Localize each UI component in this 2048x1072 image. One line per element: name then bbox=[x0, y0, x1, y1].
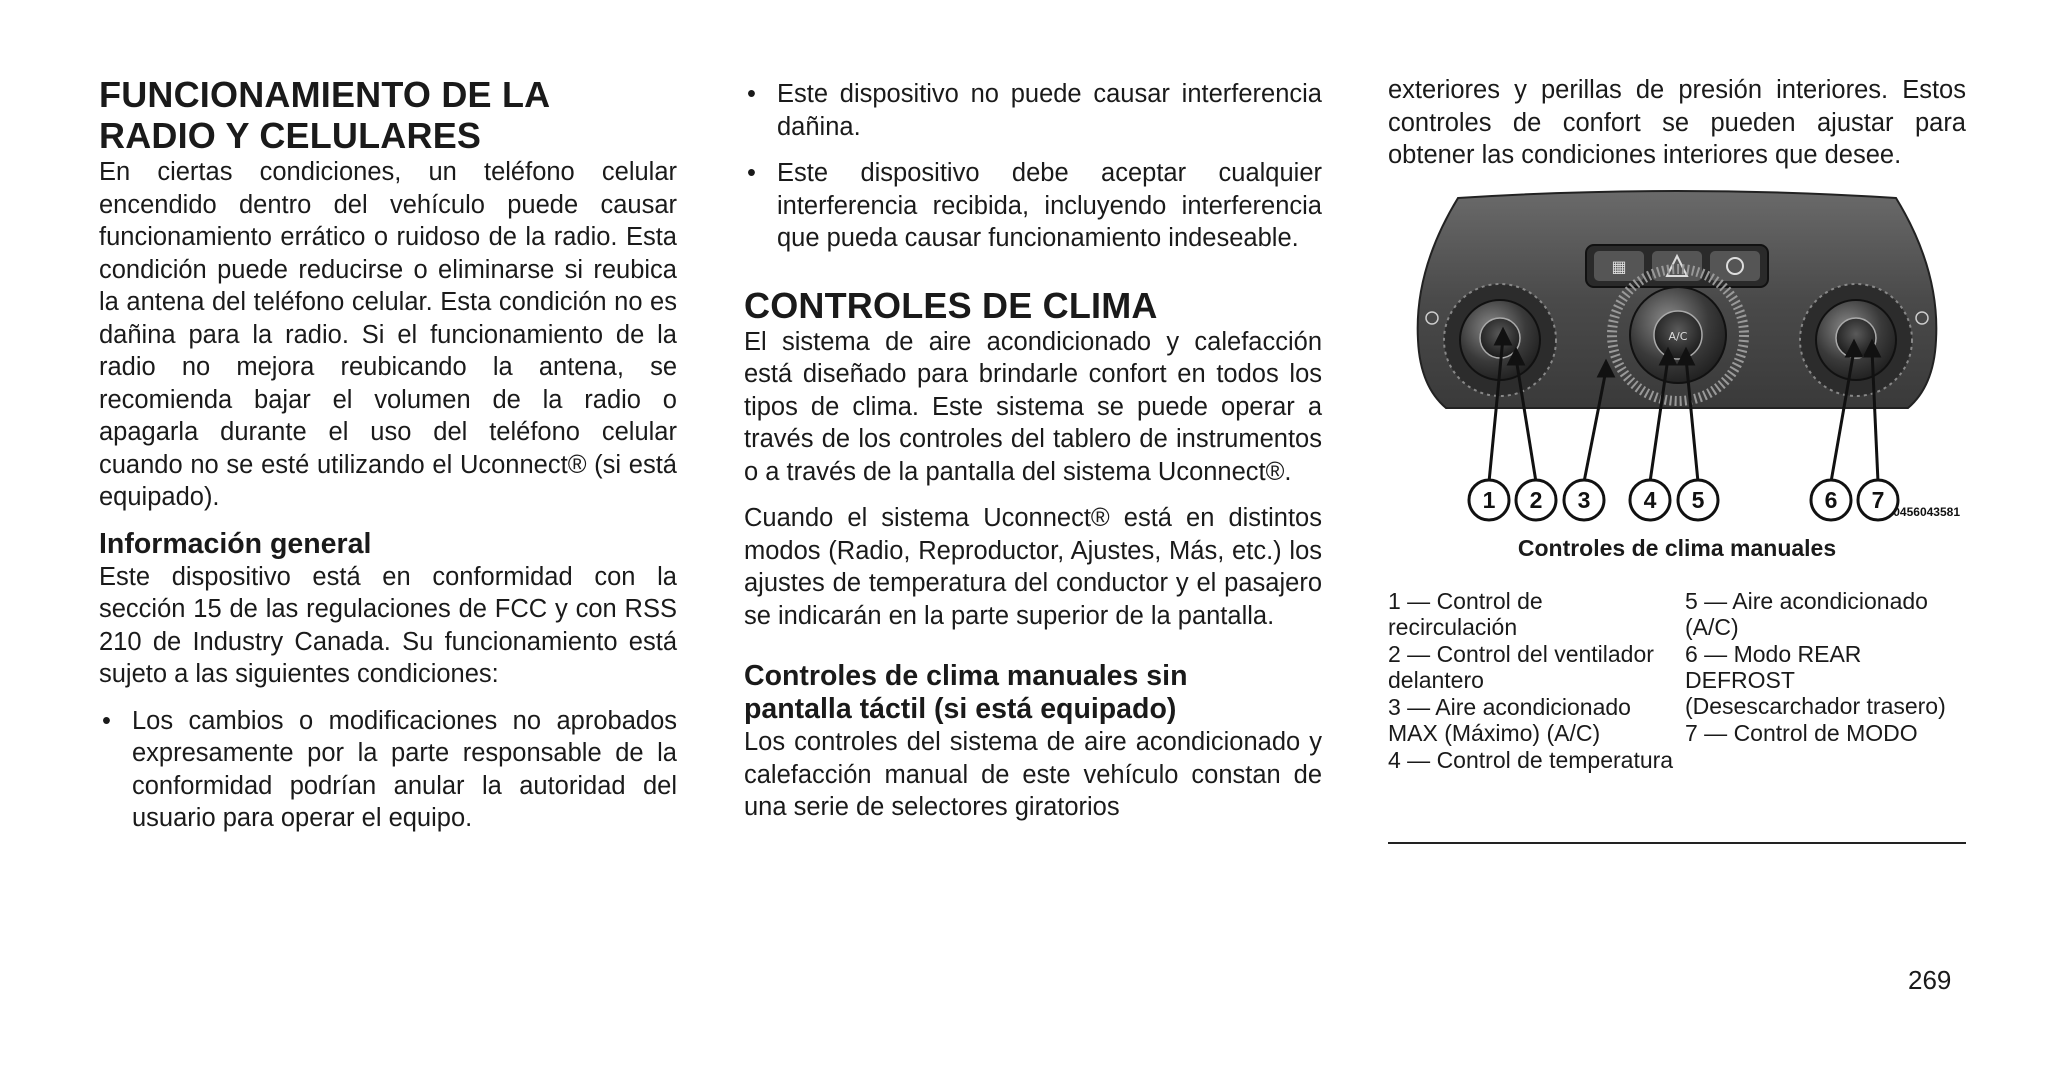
climate-controls-figure bbox=[1388, 190, 1966, 530]
section-title-climate: CONTROLES DE CLIMA bbox=[744, 284, 1158, 326]
legend-right-column bbox=[1685, 588, 1970, 747]
bullet-icon: • bbox=[747, 159, 756, 187]
legend-entry: 4 — Control de temperatura bbox=[1388, 747, 1674, 773]
bullet-list bbox=[99, 705, 677, 835]
figure-caption: Controles de clima manuales bbox=[1517, 535, 1837, 561]
paragraph: Los controles del sistema de aire acondicionado y calefacción manual de este vehículo constan de una serie de selectores giratorios bbox=[744, 728, 1322, 821]
legend-entry: 5 — Aire acondicionado (A/C) bbox=[1685, 588, 1928, 640]
bullet-text: Este dispositivo no puede causar interferencia dañina. bbox=[777, 80, 1322, 141]
bullet-icon: • bbox=[102, 706, 111, 735]
auto-button bbox=[1710, 251, 1760, 281]
defrost-icon: ▦ bbox=[1611, 257, 1627, 276]
subsection-title-manual bbox=[744, 660, 1322, 726]
callout-number: 7 bbox=[1871, 487, 1885, 513]
legend-rule bbox=[1388, 842, 1966, 844]
legend-entry: 1 — Control de recirculación bbox=[1388, 588, 1543, 640]
bullet-item bbox=[99, 705, 677, 835]
paragraph: exteriores y perillas de presión interiores. Estos controles de confort se pueden ajustar para obtener las condiciones interiores que desee. bbox=[1388, 76, 1966, 169]
callout-number: 2 bbox=[1529, 487, 1543, 513]
subtitle-line: pantalla táctil (si está equipado) bbox=[744, 693, 1177, 725]
title-line: RADIO Y CELULARES bbox=[99, 115, 482, 156]
section-title-radio bbox=[99, 74, 677, 156]
column-middle bbox=[744, 74, 1322, 824]
subtitle-line: Controles de clima manuales sin bbox=[744, 660, 1188, 692]
subsection-title-general: Información general bbox=[99, 527, 372, 560]
title-line: FUNCIONAMIENTO DE LA bbox=[99, 74, 551, 115]
legend-entry: 6 — Modo REAR DEFROST (Desescarchador trasero) bbox=[1685, 641, 1946, 719]
climate-panel-illustration bbox=[1388, 190, 1966, 530]
legend-entry: 7 — Control de MODO bbox=[1685, 720, 1918, 746]
callout-number: 1 bbox=[1482, 487, 1496, 513]
paragraph: Cuando el sistema Uconnect® está en distintos modos (Radio, Reproductor, Ajustes, Más, etc.) los ajustes de temperatura del conductor y el pasajero se indicarán en la parte superior de la pantalla. bbox=[744, 504, 1322, 630]
page-number: 269 bbox=[1908, 965, 1952, 995]
legend-left-column bbox=[1388, 588, 1678, 774]
paragraph: Este dispositivo está en conformidad con la sección 15 de las regulaciones de FCC y con RSS 210 de Industry Canada. Su funcionamiento está sujeto a las siguientes condiciones: bbox=[99, 562, 677, 688]
callout-number: 5 bbox=[1691, 487, 1705, 513]
bullet-text: Los cambios o modificaciones no aprobados expresamente por la parte responsable de la conformidad podrían anular la autoridad del usuario para operar el equipo. bbox=[132, 706, 677, 832]
column-right bbox=[1388, 74, 1966, 172]
column-left bbox=[99, 74, 677, 835]
callout-group bbox=[1469, 480, 1898, 520]
paragraph: En ciertas condiciones, un teléfono celular encendido dentro del vehículo puede causar funcionamiento errático o ruidoso de la radio. Esta condición puede reducirse o eliminarse si reubica la antena del teléfono celular. Esta condición no es dañina para la radio. Si el funcionamiento de la radio no mejora reubicando la antena, se recomienda bajar el volumen de la radio o apagarla durante el uso del teléfono celular cuando no se esté utilizando el Uconnect® (si está equipado). bbox=[99, 158, 677, 511]
ac-icon: A/C bbox=[1668, 330, 1688, 343]
callout-number: 4 bbox=[1643, 487, 1657, 513]
callout-number: 3 bbox=[1577, 487, 1591, 513]
callout-number: 6 bbox=[1824, 487, 1838, 513]
legend-entry: 2 — Control del ventilador delantero bbox=[1388, 641, 1654, 693]
bullet-item bbox=[744, 78, 1322, 143]
figure-code: 0456043581 bbox=[1893, 505, 1960, 519]
legend-entry: 3 — Aire acondicionado MAX (Máximo) (A/C) bbox=[1388, 694, 1631, 746]
bullet-icon: • bbox=[747, 80, 756, 108]
bullet-item bbox=[744, 157, 1322, 255]
paragraph: El sistema de aire acondicionado y calefacción está diseñado para brindarle confort en todos los tipos de clima. Este sistema se puede operar a través de los controles del tablero de instrumentos o a través de la pantalla del sistema Uconnect®. bbox=[744, 327, 1322, 486]
bullet-text: Este dispositivo debe aceptar cualquier interferencia recibida, incluyendo interferencia que pueda causar funcionamiento indeseable. bbox=[777, 159, 1322, 252]
bullet-list bbox=[744, 78, 1322, 255]
